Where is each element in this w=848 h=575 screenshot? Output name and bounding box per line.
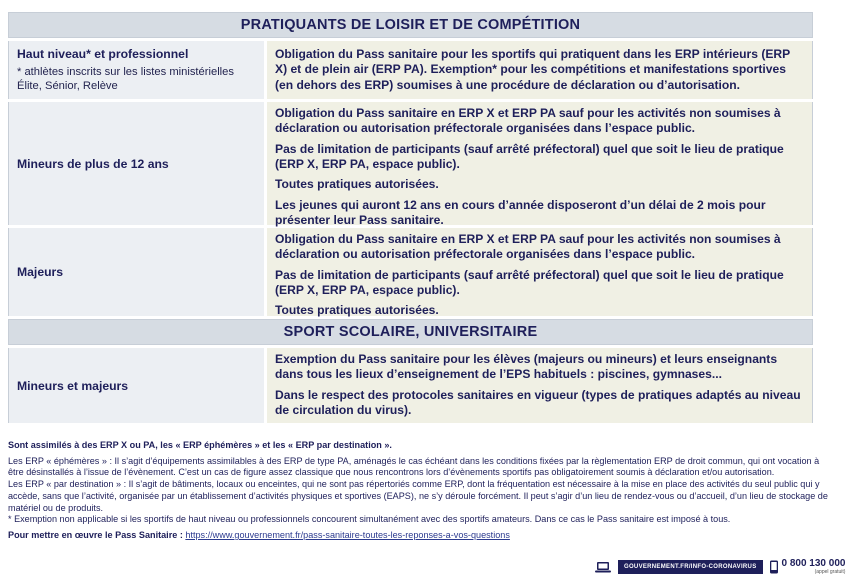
row-label-cell — [9, 348, 264, 423]
table-row-scolaire — [8, 348, 813, 423]
footnotes — [8, 440, 828, 542]
row-label: Haut niveau* et professionnel — [17, 47, 189, 61]
footnote-assimiles: Sont assimilés à des ERP X ou PA, les « ERP éphémères » et les « ERP par destination ». — [8, 440, 392, 450]
section-header-loisir: PRATIQUANTS DE LOISIR ET DE COMPÉTITION — [8, 12, 813, 38]
row-paragraph: Toutes pratiques autorisées. — [275, 177, 439, 192]
government-contact — [594, 559, 845, 575]
phone-icon — [769, 560, 779, 574]
row-paragraph: Obligation du Pass sanitaire en ERP X et ERP PA sauf pour les activités non soumises à déclaration ou autorisation préfectorale organisées dans l’espace public. — [275, 106, 781, 136]
table-row-mineurs — [8, 102, 813, 228]
footnote-link-line — [8, 530, 828, 542]
row-paragraph: Exemption du Pass sanitaire pour les élèves (majeurs ou mineurs) et leurs enseignants dans tous les lieux d’enseignement de l’EPS habituels : piscines, gymnases... — [275, 352, 778, 382]
phone-block — [779, 559, 846, 575]
footnote-exemption: * Exemption non applicable si les sportifs de haut niveau ou professionnels concourent simultanément avec des sportifs amateurs. Dans ce cas le Pass sanitaire est imposé à tous. — [8, 514, 731, 525]
table-row-haut-niveau — [8, 41, 813, 99]
row-paragraph: Dans le respect des protocoles sanitaires en vigueur (types de pratiques adaptés au niveau de circulation du virus). — [275, 387, 801, 418]
row-content-cell — [267, 41, 812, 99]
row-note: * athlètes inscrits sur les listes ministérielles Élite, Sénior, Relève — [17, 66, 234, 93]
pass-sanitaire-link[interactable]: https://www.gouvernement.fr/pass-sanitaire-toutes-les-reponses-a-vos-questions — [185, 530, 510, 541]
row-paragraph: Obligation du Pass sanitaire en ERP X et ERP PA sauf pour les activités non soumises à déclaration ou autorisation préfectorale organisées dans l’espace public. — [275, 232, 781, 262]
row-paragraph: Obligation du Pass sanitaire pour les sportifs qui pratiquent dans les ERP intérieurs (ERP X) et de plein air (ERP PA). Exemption* pour les compétitions et manifestations sportives (en dehors des ERP) soumises à une procédure de déclaration ou d’autorisation. — [275, 47, 790, 92]
row-label-cell — [9, 102, 264, 225]
row-label: Mineurs et majeurs — [17, 378, 129, 393]
link-prefix: Pour mettre en œuvre le Pass Sanitaire : — [8, 530, 186, 541]
row-label: Majeurs — [17, 265, 64, 279]
footnote-ephemeres: Les ERP « éphémères » : Il s’agit d’équipements assimilables à des ERP de type PA, aménagés le cas échéant dans les conditions fixées par la règlementation ERP de droit commun, qui ont vocation à être désinstallés à l’issue de l’évènement. C’est un cas de figure assez classique que nous rencontrons lors d’évènements sportifs pas obligatoirement soumis à déclaration et/ou autorisation. — [8, 455, 820, 478]
row-label: Mineurs de plus de 12 ans — [17, 156, 169, 171]
row-content-cell — [267, 102, 812, 228]
table-row-majeurs — [8, 228, 813, 316]
phone-number[interactable]: 0 800 130 000 — [781, 558, 846, 569]
row-content-cell — [267, 228, 812, 316]
row-label-cell — [9, 41, 264, 99]
phone-note: (appel gratuit) — [814, 569, 846, 575]
section-header-scolaire: SPORT SCOLAIRE, UNIVERSITAIRE — [8, 319, 813, 345]
row-label-cell — [9, 228, 264, 316]
row-paragraph: Toutes pratiques autorisées. — [275, 303, 439, 318]
row-content-cell — [267, 348, 812, 423]
footnote-destination: Les ERP « par destination » : Il s’agit de bâtiments, locaux ou enceintes, qui ne sont pas répertoriés comme ERP, dont la fréquentation est nécessaire à la mise en place des activités du seul public qui y accède, sans que l’activité, organisée par un établissement d’activités physiques et sportives (EAPS), ne s’y déroule forcément. Il peut s’agir d’un lieu de rendez-vous ou d’accueil, d’un lieu de stockage de matériel ou de produits. — [8, 479, 828, 513]
row-paragraph: Les jeunes qui auront 12 ans en cours d’année disposeront d’un délai de 2 mois pour présenter leur Pass sanitaire. — [275, 197, 766, 228]
info-coronavirus-badge[interactable]: GOUVERNEMENT.FR/INFO-CORONAVIRUS — [618, 560, 763, 574]
row-paragraph: Pas de limitation de participants (sauf arrêté préfectoral) quel que soit le lieu de pratique (ERP X, ERP PA, espace public). — [275, 141, 784, 172]
row-paragraph: Pas de limitation de participants (sauf arrêté préfectoral) quel que soit le lieu de pratique (ERP X, ERP PA, espace public). — [275, 267, 784, 298]
laptop-icon — [594, 561, 612, 573]
info-table — [8, 12, 813, 423]
